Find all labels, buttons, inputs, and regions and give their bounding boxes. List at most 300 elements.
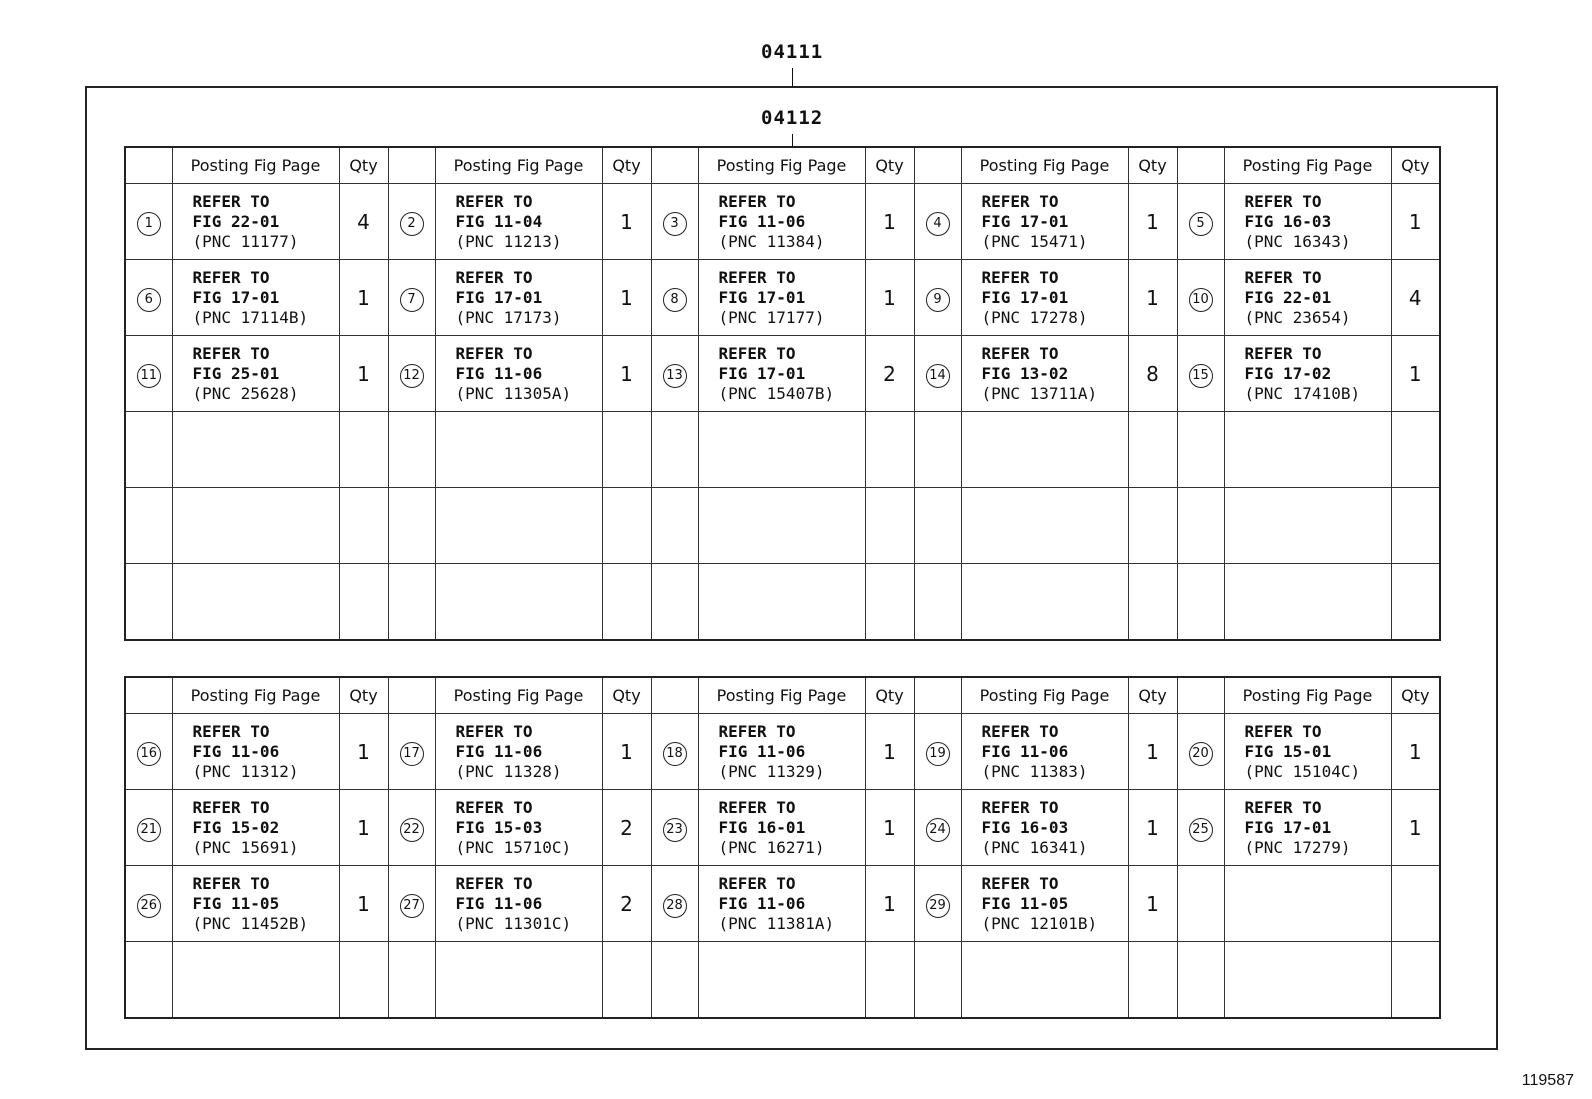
item-number-cell [914,564,961,641]
item-number-cell [125,564,172,641]
fig-reference: FIG 17-01 [718,287,806,307]
header-blank [1177,147,1224,184]
header-qty: Qty [339,677,388,714]
refer-to-text: REFER TO [981,797,1059,817]
fig-reference: FIG 15-02 [192,817,280,837]
fig-reference: FIG 17-01 [981,287,1069,307]
reference-cell [435,866,602,942]
item-number-badge: 7 [400,288,424,312]
fig-reference: FIG 16-01 [718,817,806,837]
pnc-reference: (PNC 11384) [718,231,825,251]
reference-cell [961,714,1128,790]
item-number-badge: 24 [926,818,950,842]
item-number-cell [1177,714,1224,790]
reference-cell [1224,260,1391,336]
pnc-reference: (PNC 15407B) [718,383,835,403]
item-number-badge: 25 [1189,818,1213,842]
refer-to-text: REFER TO [718,267,796,287]
item-number-cell [125,714,172,790]
qty-cell: 1 [865,866,914,942]
header-posting-fig-page: Posting Fig Page [1224,147,1391,184]
item-number-cell [914,336,961,412]
qty-cell: 1 [1128,790,1177,866]
reference-cell [435,714,602,790]
pnc-reference: (PNC 16271) [718,837,825,857]
parts-table-2 [124,676,1441,1019]
header-blank [651,147,698,184]
fig-reference: FIG 22-01 [192,211,280,231]
item-number-cell [651,260,698,336]
header-row [125,147,1440,184]
reference-cell [172,942,339,1019]
item-number-cell [914,488,961,564]
fig-reference: FIG 25-01 [192,363,280,383]
item-number-cell [388,260,435,336]
qty-cell: 1 [339,866,388,942]
qty-cell: 1 [1128,714,1177,790]
table-row [125,184,1440,260]
fig-reference: FIG 17-01 [1244,817,1332,837]
table-row [125,260,1440,336]
fig-reference: FIG 11-04 [455,211,543,231]
item-number-cell [388,184,435,260]
pnc-reference: (PNC 15710C) [455,837,572,857]
refer-to-text: REFER TO [192,191,270,211]
item-number-cell [1177,564,1224,641]
fig-reference: FIG 17-01 [455,287,543,307]
reference-cell [172,790,339,866]
qty-cell [339,412,388,488]
item-number-cell [651,790,698,866]
header-posting-fig-page: Posting Fig Page [435,147,602,184]
refer-to-text: REFER TO [192,721,270,741]
item-number-cell [1177,942,1224,1019]
item-number-badge: 5 [1189,212,1213,236]
outer-group-label: 04111 [761,41,824,63]
refer-to-text: REFER TO [455,797,533,817]
item-number-cell [651,336,698,412]
pnc-reference: (PNC 11301C) [455,913,572,933]
item-number-badge: 11 [137,364,161,388]
pnc-reference: (PNC 15471) [981,231,1088,251]
refer-to-text: REFER TO [455,343,533,363]
reference-cell [698,488,865,564]
item-number-cell [388,790,435,866]
reference-cell [172,336,339,412]
qty-cell: 2 [602,790,651,866]
header-posting-fig-page: Posting Fig Page [698,677,865,714]
reference-cell [698,942,865,1019]
pnc-reference: (PNC 17177) [718,307,825,327]
fig-reference: FIG 11-06 [455,363,543,383]
figure-id: 119587 [1521,1072,1574,1089]
header-posting-fig-page: Posting Fig Page [961,147,1128,184]
item-number-cell [651,942,698,1019]
inner-group-label: 04112 [761,107,824,129]
item-number-cell [914,942,961,1019]
pnc-reference: (PNC 11381A) [718,913,835,933]
refer-to-text: REFER TO [192,267,270,287]
item-number-badge: 15 [1189,364,1213,388]
item-number-cell [1177,184,1224,260]
item-number-cell [388,866,435,942]
header-posting-fig-page: Posting Fig Page [435,677,602,714]
header-blank [651,677,698,714]
qty-cell: 4 [1391,260,1440,336]
item-number-badge: 6 [137,288,161,312]
qty-cell: 1 [865,714,914,790]
header-blank [914,147,961,184]
item-number-cell [1177,260,1224,336]
reference-cell [961,790,1128,866]
qty-cell: 4 [339,184,388,260]
fig-reference: FIG 11-05 [981,893,1069,913]
refer-to-text: REFER TO [1244,721,1322,741]
table-row [125,866,1440,942]
item-number-cell [1177,412,1224,488]
qty-cell [1391,488,1440,564]
refer-to-text: REFER TO [981,343,1059,363]
item-number-badge: 13 [663,364,687,388]
item-number-badge: 22 [400,818,424,842]
item-number-cell [125,260,172,336]
refer-to-text: REFER TO [981,267,1059,287]
refer-to-text: REFER TO [718,797,796,817]
reference-cell [172,488,339,564]
reference-cell [1224,866,1391,942]
item-number-cell [388,714,435,790]
qty-cell [1128,564,1177,641]
header-qty: Qty [602,147,651,184]
reference-cell [1224,714,1391,790]
qty-cell: 1 [1391,790,1440,866]
fig-reference: FIG 17-02 [1244,363,1332,383]
reference-cell [961,412,1128,488]
fig-reference: FIG 11-06 [981,741,1069,761]
parts-table-1 [124,146,1441,641]
reference-cell [435,336,602,412]
item-number-cell [1177,336,1224,412]
header-blank [125,677,172,714]
fig-reference: FIG 11-06 [455,741,543,761]
refer-to-text: REFER TO [455,721,533,741]
item-number-cell [388,488,435,564]
reference-cell [172,866,339,942]
header-row [125,677,1440,714]
refer-to-text: REFER TO [981,873,1059,893]
reference-cell [961,184,1128,260]
refer-to-text: REFER TO [1244,797,1322,817]
header-qty: Qty [865,147,914,184]
pnc-reference: (PNC 11452B) [192,913,309,933]
item-number-cell [388,564,435,641]
fig-reference: FIG 15-03 [455,817,543,837]
reference-cell [1224,790,1391,866]
item-number-badge: 20 [1189,742,1213,766]
item-number-badge: 9 [926,288,950,312]
qty-cell: 1 [1128,184,1177,260]
fig-reference: FIG 11-06 [718,211,806,231]
reference-cell [435,488,602,564]
refer-to-text: REFER TO [981,721,1059,741]
item-number-cell [125,336,172,412]
header-blank [388,147,435,184]
pnc-reference: (PNC 13711A) [981,383,1098,403]
reference-cell [961,260,1128,336]
item-number-cell [125,412,172,488]
reference-cell [961,488,1128,564]
reference-cell [698,412,865,488]
item-number-cell [125,790,172,866]
reference-cell [698,564,865,641]
pnc-reference: (PNC 11213) [455,231,562,251]
refer-to-text: REFER TO [455,267,533,287]
qty-cell [339,488,388,564]
qty-cell: 1 [602,184,651,260]
header-qty: Qty [1128,677,1177,714]
reference-cell [435,412,602,488]
qty-cell [1391,564,1440,641]
item-number-cell [914,184,961,260]
pnc-reference: (PNC 11328) [455,761,562,781]
item-number-badge: 23 [663,818,687,842]
table-row [125,488,1440,564]
pnc-reference: (PNC 17410B) [1244,383,1361,403]
item-number-badge: 16 [137,742,161,766]
qty-cell [339,942,388,1019]
qty-cell [1128,412,1177,488]
item-number-badge: 4 [926,212,950,236]
qty-cell: 1 [1391,184,1440,260]
header-qty: Qty [1128,147,1177,184]
reference-cell [435,260,602,336]
qty-cell: 1 [602,260,651,336]
qty-cell: 1 [602,714,651,790]
outer-leader-line [792,68,793,86]
reference-cell [698,184,865,260]
qty-cell: 1 [1391,336,1440,412]
reference-cell [435,184,602,260]
item-number-cell [388,942,435,1019]
pnc-reference: (PNC 11383) [981,761,1088,781]
refer-to-text: REFER TO [718,343,796,363]
qty-cell: 1 [339,336,388,412]
qty-cell [865,564,914,641]
refer-to-text: REFER TO [981,191,1059,211]
item-number-cell [388,336,435,412]
header-blank [125,147,172,184]
table-row [125,564,1440,641]
fig-reference: FIG 11-05 [192,893,280,913]
item-number-cell [914,412,961,488]
qty-cell [1128,488,1177,564]
reference-cell [961,942,1128,1019]
table-row [125,942,1440,1019]
qty-cell: 1 [339,714,388,790]
fig-reference: FIG 22-01 [1244,287,1332,307]
pnc-reference: (PNC 11305A) [455,383,572,403]
refer-to-text: REFER TO [718,191,796,211]
reference-cell [1224,412,1391,488]
qty-cell [865,942,914,1019]
item-number-cell [125,184,172,260]
header-blank [1177,677,1224,714]
table-row [125,412,1440,488]
header-qty: Qty [1391,147,1440,184]
pnc-reference: (PNC 25628) [192,383,299,403]
reference-cell [961,866,1128,942]
refer-to-text: REFER TO [1244,267,1322,287]
item-number-cell [651,488,698,564]
pnc-reference: (PNC 11312) [192,761,299,781]
qty-cell: 1 [865,790,914,866]
item-number-badge: 17 [400,742,424,766]
reference-cell [1224,184,1391,260]
refer-to-text: REFER TO [718,721,796,741]
reference-cell [435,790,602,866]
item-number-cell [914,714,961,790]
header-qty: Qty [602,677,651,714]
item-number-badge: 10 [1189,288,1213,312]
reference-cell [961,564,1128,641]
reference-cell [698,866,865,942]
pnc-reference: (PNC 23654) [1244,307,1351,327]
refer-to-text: REFER TO [192,797,270,817]
fig-reference: FIG 13-02 [981,363,1069,383]
qty-cell [865,488,914,564]
reference-cell [698,260,865,336]
qty-cell: 2 [865,336,914,412]
item-number-badge: 26 [137,894,161,918]
fig-reference: FIG 11-06 [718,893,806,913]
table-row [125,336,1440,412]
qty-cell: 1 [602,336,651,412]
item-number-cell [1177,488,1224,564]
pnc-reference: (PNC 11177) [192,231,299,251]
fig-reference: FIG 17-01 [718,363,806,383]
item-number-cell [651,412,698,488]
reference-cell [698,714,865,790]
item-number-badge: 12 [400,364,424,388]
qty-cell: 1 [339,260,388,336]
item-number-badge: 19 [926,742,950,766]
item-number-cell [914,790,961,866]
qty-cell: 1 [865,184,914,260]
reference-cell [172,714,339,790]
refer-to-text: REFER TO [192,343,270,363]
refer-to-text: REFER TO [455,191,533,211]
qty-cell [602,488,651,564]
qty-cell: 1 [1391,714,1440,790]
refer-to-text: REFER TO [718,873,796,893]
fig-reference: FIG 17-01 [192,287,280,307]
header-qty: Qty [1391,677,1440,714]
fig-reference: FIG 11-06 [455,893,543,913]
header-posting-fig-page: Posting Fig Page [172,147,339,184]
table-row [125,714,1440,790]
qty-cell [339,564,388,641]
inner-leader-line [792,134,793,146]
item-number-cell [125,866,172,942]
item-number-cell [1177,866,1224,942]
item-number-badge: 2 [400,212,424,236]
qty-cell [1391,942,1440,1019]
header-posting-fig-page: Posting Fig Page [698,147,865,184]
qty-cell: 1 [1128,260,1177,336]
header-qty: Qty [339,147,388,184]
qty-cell: 1 [339,790,388,866]
reference-cell [1224,942,1391,1019]
item-number-cell [651,866,698,942]
reference-cell [172,564,339,641]
reference-cell [1224,564,1391,641]
item-number-badge: 29 [926,894,950,918]
header-posting-fig-page: Posting Fig Page [172,677,339,714]
header-qty: Qty [865,677,914,714]
fig-reference: FIG 15-01 [1244,741,1332,761]
item-number-badge: 28 [663,894,687,918]
header-posting-fig-page: Posting Fig Page [961,677,1128,714]
item-number-badge: 8 [663,288,687,312]
item-number-cell [651,564,698,641]
item-number-cell [914,260,961,336]
fig-reference: FIG 16-03 [981,817,1069,837]
fig-reference: FIG 17-01 [981,211,1069,231]
item-number-badge: 18 [663,742,687,766]
qty-cell [602,564,651,641]
reference-cell [435,942,602,1019]
reference-cell [698,336,865,412]
pnc-reference: (PNC 12101B) [981,913,1098,933]
refer-to-text: REFER TO [1244,343,1322,363]
pnc-reference: (PNC 17278) [981,307,1088,327]
pnc-reference: (PNC 17279) [1244,837,1351,857]
reference-cell [961,336,1128,412]
pnc-reference: (PNC 16343) [1244,231,1351,251]
reference-cell [1224,488,1391,564]
header-posting-fig-page: Posting Fig Page [1224,677,1391,714]
fig-reference: FIG 16-03 [1244,211,1332,231]
item-number-cell [125,488,172,564]
item-number-badge: 14 [926,364,950,388]
item-number-cell [1177,790,1224,866]
header-blank [914,677,961,714]
pnc-reference: (PNC 17114B) [192,307,309,327]
qty-cell [1128,942,1177,1019]
item-number-cell [914,866,961,942]
refer-to-text: REFER TO [1244,191,1322,211]
pnc-reference: (PNC 16341) [981,837,1088,857]
header-blank [388,677,435,714]
item-number-cell [388,412,435,488]
item-number-cell [651,184,698,260]
qty-cell [865,412,914,488]
item-number-badge: 3 [663,212,687,236]
qty-cell [602,412,651,488]
reference-cell [698,790,865,866]
reference-cell [172,260,339,336]
qty-cell: 8 [1128,336,1177,412]
qty-cell: 1 [865,260,914,336]
qty-cell [1391,866,1440,942]
qty-cell: 2 [602,866,651,942]
fig-reference: FIG 11-06 [718,741,806,761]
qty-cell [602,942,651,1019]
pnc-reference: (PNC 15104C) [1244,761,1361,781]
reference-cell [172,184,339,260]
item-number-badge: 1 [137,212,161,236]
item-number-badge: 27 [400,894,424,918]
